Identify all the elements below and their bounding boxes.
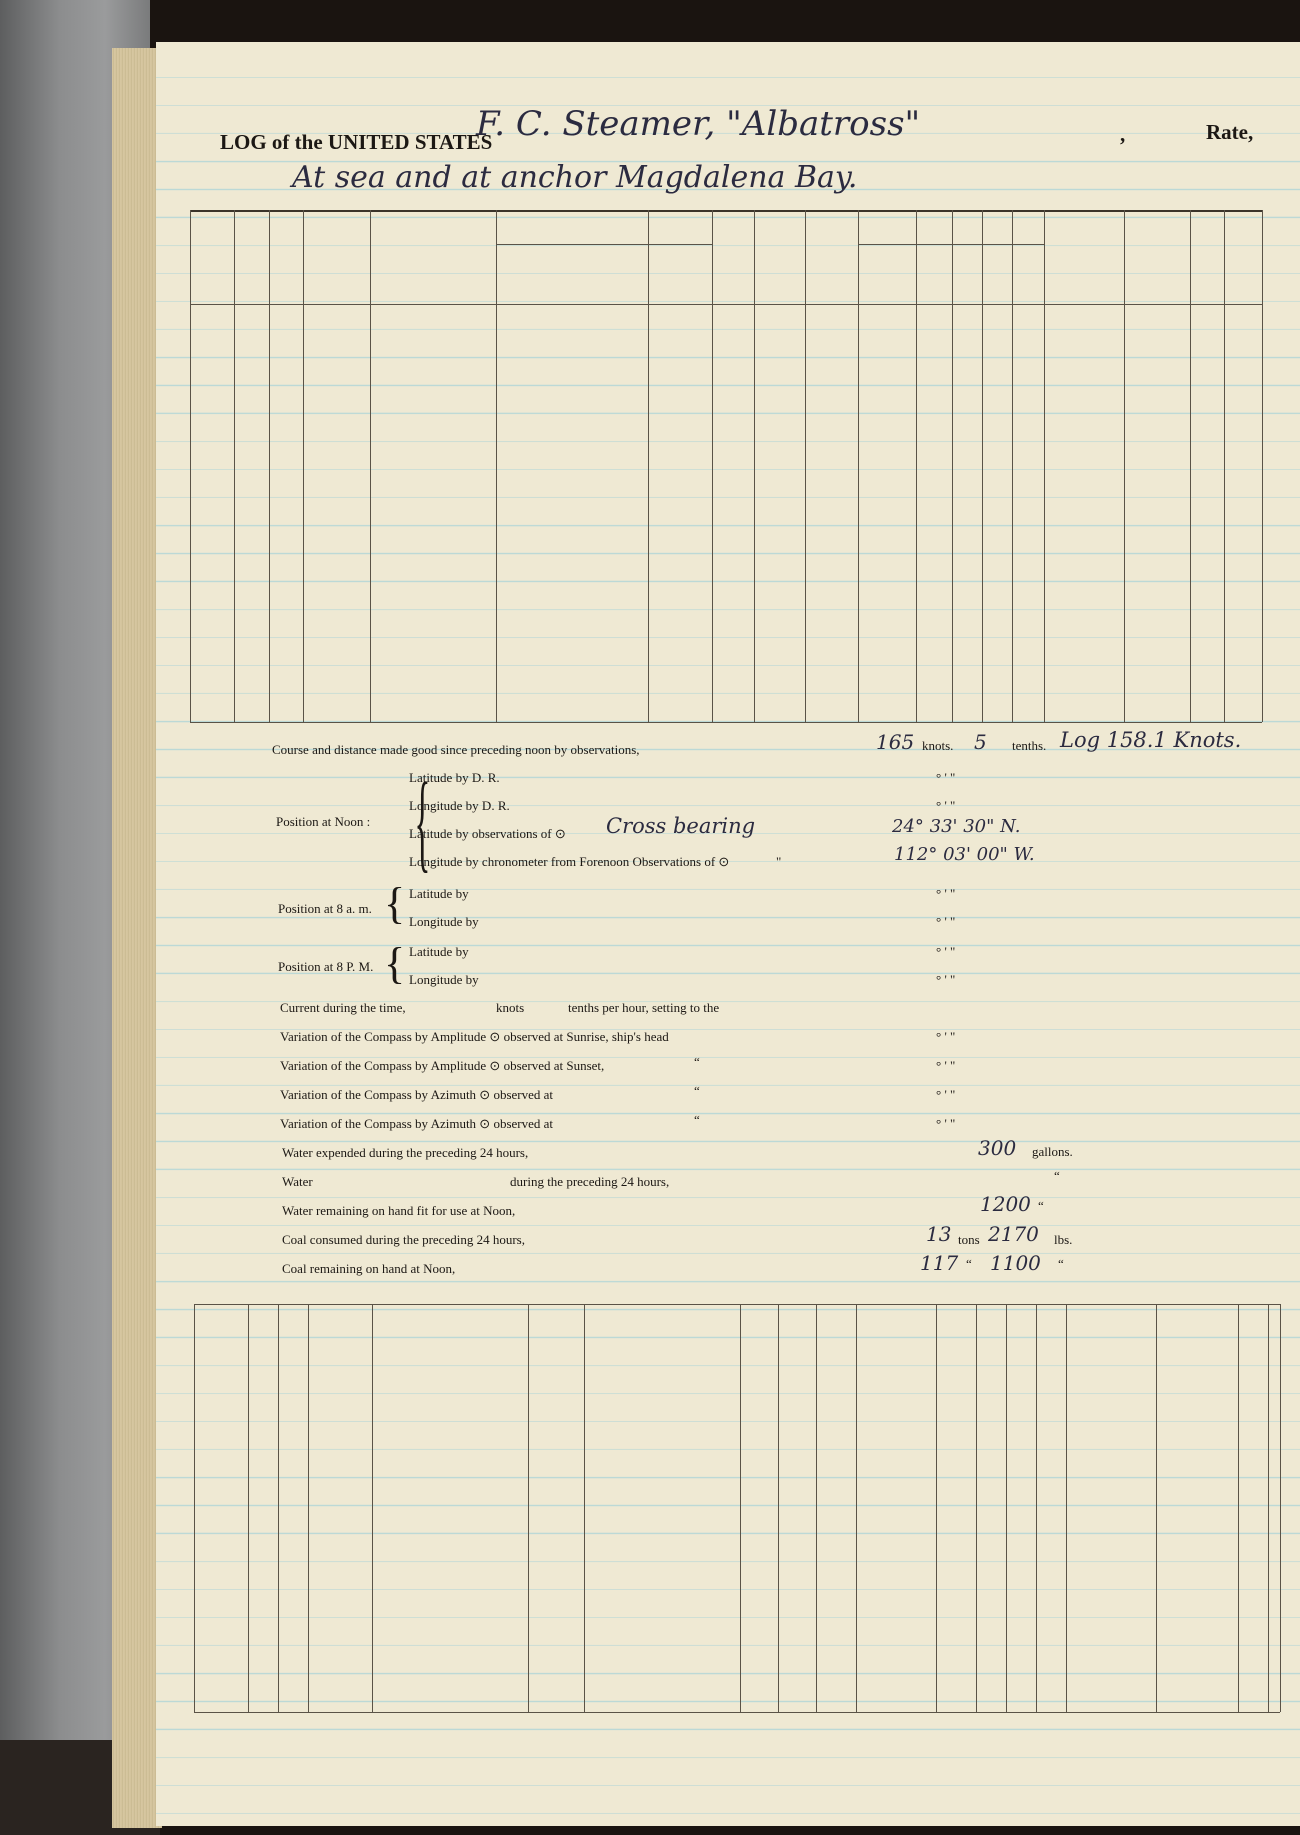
- col-line-15: [1044, 210, 1045, 722]
- pm-col-line-1: [248, 1304, 249, 1712]
- deg-marks-8: ° ' ": [936, 1058, 956, 1073]
- longitude-chron-label: Longitude by chronometer from Forenoon Observations of ⊙: [409, 854, 730, 869]
- tenths-word: tenths.: [1012, 738, 1047, 753]
- coal-consumed-tons: 13: [926, 1222, 952, 1246]
- pm-bottom-border: [194, 1712, 1280, 1713]
- ditto-7: “: [1058, 1256, 1064, 1271]
- pm-col-line-19: [1280, 1304, 1281, 1712]
- coal-remaining-label: Coal remaining on hand at Noon,: [282, 1261, 456, 1276]
- col-line-10: [858, 210, 859, 722]
- pm8-brace: {: [384, 939, 406, 988]
- ditto-3: “: [694, 1112, 700, 1127]
- log-note: Log 158.1 Knots.: [1060, 728, 1242, 752]
- coal-remaining-lbs: 1100: [990, 1251, 1041, 1275]
- course-distance-label: Course and distance made good since preceding noon by observations,: [272, 742, 640, 757]
- wind-divider: [496, 244, 712, 245]
- deg-marks-1: ° ' ": [936, 770, 956, 785]
- table-top-border: [190, 210, 1262, 212]
- pm-col-line-2: [278, 1304, 279, 1712]
- deg-marks-2: ° ' ": [936, 798, 956, 813]
- course-tenths-value: 5: [974, 730, 987, 754]
- lbs-word: lbs.: [1054, 1232, 1073, 1247]
- baro-temp-divider: [858, 244, 1044, 245]
- pm-col-line-14: [1036, 1304, 1037, 1712]
- col-line-19: [1262, 210, 1263, 722]
- col-line-4: [370, 210, 371, 722]
- col-line-9: [805, 210, 806, 722]
- pm-col-line-8: [778, 1304, 779, 1712]
- gallons-word: gallons.: [1032, 1144, 1073, 1159]
- col-line-8: [754, 210, 755, 722]
- ditto-1: “: [694, 1054, 700, 1069]
- ditto-4: “: [1054, 1168, 1060, 1183]
- deg-marks-10: ° ' ": [936, 1116, 956, 1131]
- latitude-dr-label: Latitude by D. R.: [409, 770, 500, 785]
- coal-consumed-lbs: 2170: [988, 1222, 1039, 1246]
- latitude-obs-label: Latitude by observations of ⊙: [409, 826, 566, 841]
- pm-col-line-10: [856, 1304, 857, 1712]
- current-tenths-label: tenths per hour, setting to the: [568, 1000, 720, 1015]
- col-line-0: [190, 210, 191, 722]
- pm-col-line-0: [194, 1304, 195, 1712]
- water-expended-value: 300: [978, 1136, 1017, 1160]
- deg-marks-5: ° ' ": [936, 944, 956, 959]
- col-line-16: [1124, 210, 1125, 722]
- deg-marks-7: ° ' ": [936, 1029, 956, 1044]
- current-label: Current during the time,: [280, 1000, 406, 1015]
- position-8am-label: Position at 8 a. m.: [278, 901, 372, 916]
- deg-marks-4: ° ' ": [936, 914, 956, 929]
- header-divider: [190, 304, 1262, 305]
- coal-consumed-label: Coal consumed during the preceding 24 hours,: [282, 1232, 525, 1247]
- col-line-7: [712, 210, 713, 722]
- ditto-2: “: [694, 1083, 700, 1098]
- noon-brace: {: [414, 760, 431, 882]
- col-line-17: [1190, 210, 1191, 722]
- tons-word: tons: [958, 1232, 980, 1247]
- rate-label: Rate,: [1206, 120, 1254, 144]
- pm-col-line-3: [308, 1304, 309, 1712]
- variation-azimuth-1-label: Variation of the Compass by Azimuth ⊙ observed at: [280, 1087, 554, 1102]
- col-line-11: [916, 210, 917, 722]
- deg-marks-6: ° ' ": [936, 972, 956, 987]
- water-label: Water: [282, 1174, 313, 1189]
- deg-marks-3: ° ' ": [936, 886, 956, 901]
- longitude-value: 112° 03' 00" W.: [894, 844, 1035, 865]
- pm-col-line-16: [1156, 1304, 1157, 1712]
- pm-col-line-11: [936, 1304, 937, 1712]
- table-bottom-border: [190, 722, 1262, 723]
- col-line-12: [952, 210, 953, 722]
- pm8-latitude-label: Latitude by: [409, 944, 469, 959]
- knots-word: knots.: [922, 738, 954, 753]
- col-line-18: [1224, 210, 1225, 722]
- col-line-1: [234, 210, 235, 722]
- log-title-prefix: LOG of the UNITED STATES: [220, 130, 493, 154]
- deg-marks-9: ° ' ": [936, 1087, 956, 1102]
- col-line-6: [648, 210, 649, 722]
- water-expended-label: Water expended during the preceding 24 hours,: [282, 1145, 529, 1160]
- pm-col-line-15: [1066, 1304, 1067, 1712]
- longitude-dr-label: Longitude by D. R.: [409, 798, 510, 813]
- col-line-5: [496, 210, 497, 722]
- variation-sunrise-label: Variation of the Compass by Amplitude ⊙ observed at Sunrise, ship's head: [280, 1029, 669, 1044]
- latitude-value: 24° 33' 30" N.: [892, 816, 1021, 837]
- col-line-2: [269, 210, 270, 722]
- cross-bearing-note: Cross bearing: [606, 814, 756, 838]
- col-line-14: [1012, 210, 1013, 722]
- pm-col-line-17: [1238, 1304, 1239, 1712]
- pm-top-border: [194, 1304, 1280, 1305]
- pm-col-line-18: [1268, 1304, 1269, 1712]
- current-knots-word: knots: [496, 1000, 525, 1015]
- pm-col-line-13: [1006, 1304, 1007, 1712]
- ditto-6: “: [966, 1256, 972, 1271]
- variation-sunset-label: Variation of the Compass by Amplitude ⊙ observed at Sunset,: [280, 1058, 605, 1073]
- water-remaining-value: 1200: [980, 1192, 1031, 1216]
- am8-longitude-label: Longitude by: [409, 914, 479, 929]
- ditto-5: “: [1038, 1198, 1044, 1213]
- water-mid-label: during the preceding 24 hours,: [510, 1174, 670, 1189]
- variation-azimuth-2-label: Variation of the Compass by Azimuth ⊙ observed at: [280, 1116, 554, 1131]
- position-noon-label: Position at Noon :: [276, 814, 371, 829]
- am8-brace: {: [384, 879, 406, 928]
- position-8pm-label: Position at 8 P. M.: [278, 959, 374, 974]
- pm-col-line-7: [740, 1304, 741, 1712]
- pm-col-line-9: [816, 1304, 817, 1712]
- header-comma: ,: [1120, 122, 1126, 146]
- vessel-name: F. C. Steamer, "Albatross": [476, 104, 921, 144]
- am8-latitude-label: Latitude by: [409, 886, 469, 901]
- page-stack-edge: [112, 48, 162, 1828]
- pm-col-line-5: [528, 1304, 529, 1712]
- log-page: [156, 42, 1300, 1826]
- col-line-13: [982, 210, 983, 722]
- water-remaining-label: Water remaining on hand fit for use at Noon,: [282, 1203, 516, 1218]
- pm-col-line-4: [372, 1304, 373, 1712]
- pm-col-line-12: [976, 1304, 977, 1712]
- col-line-3: [303, 210, 304, 722]
- course-knots-value: 165: [876, 730, 915, 754]
- pm8-longitude-label: Longitude by: [409, 972, 479, 987]
- longitude-chron-mark: ": [776, 854, 782, 869]
- coal-remaining-tons: 117: [920, 1251, 959, 1275]
- location-line: At sea and at anchor Magdalena Bay.: [292, 160, 858, 195]
- pm-col-line-6: [584, 1304, 585, 1712]
